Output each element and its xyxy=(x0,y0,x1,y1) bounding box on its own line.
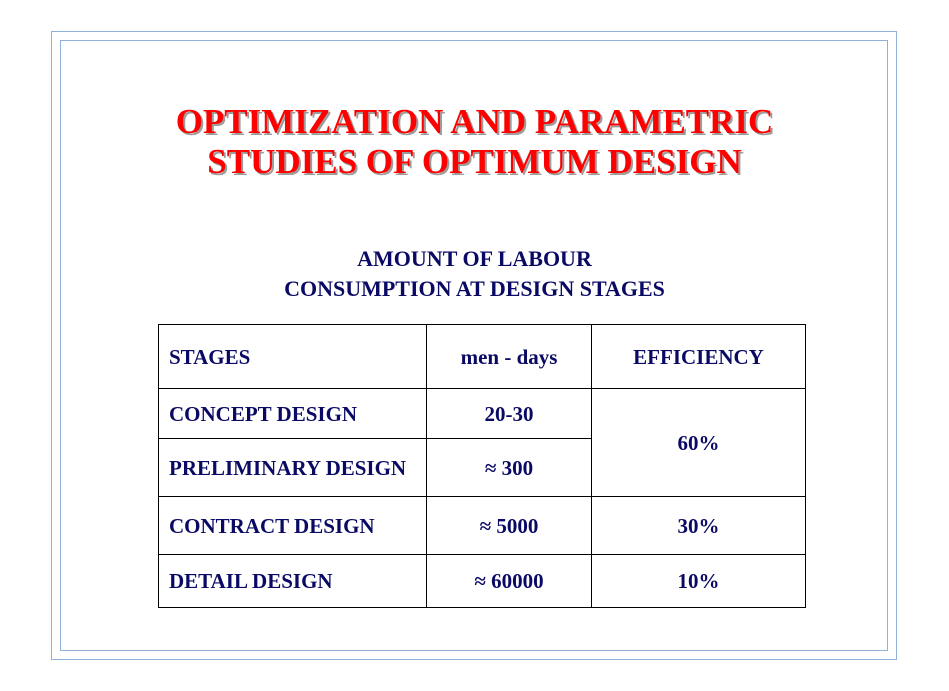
labour-table xyxy=(158,324,806,608)
slide-title xyxy=(0,102,949,182)
men-days-cell: ≈ 60000 xyxy=(427,555,592,608)
men-days-cell: 20-30 xyxy=(427,389,592,439)
table-row xyxy=(159,555,806,608)
stage-cell: CONCEPT DESIGN xyxy=(159,389,427,439)
stage-cell: DETAIL DESIGN xyxy=(159,555,427,608)
table-caption-line-2: CONSUMPTION AT DESIGN STAGES xyxy=(284,276,665,301)
slide-title-line-2: STUDIES OF OPTIMUM DESIGN xyxy=(207,142,742,181)
header-stages: STAGES xyxy=(159,325,427,389)
table-row xyxy=(159,497,806,555)
header-men-days: men - days xyxy=(427,325,592,389)
slide-title-line-1: OPTIMIZATION AND PARAMETRIC xyxy=(175,102,774,141)
stage-cell: CONTRACT DESIGN xyxy=(159,497,427,555)
men-days-cell: ≈ 5000 xyxy=(427,497,592,555)
stage-cell: PRELIMINARY DESIGN xyxy=(159,439,427,497)
table-header-row xyxy=(159,325,806,389)
efficiency-cell-merged: 60% xyxy=(592,389,806,497)
efficiency-cell: 30% xyxy=(592,497,806,555)
header-efficiency: EFFICIENCY xyxy=(592,325,806,389)
table-row xyxy=(159,389,806,439)
table-caption-line-1: AMOUNT OF LABOUR xyxy=(357,246,592,271)
men-days-cell: ≈ 300 xyxy=(427,439,592,497)
efficiency-cell: 10% xyxy=(592,555,806,608)
table-caption xyxy=(0,244,949,304)
